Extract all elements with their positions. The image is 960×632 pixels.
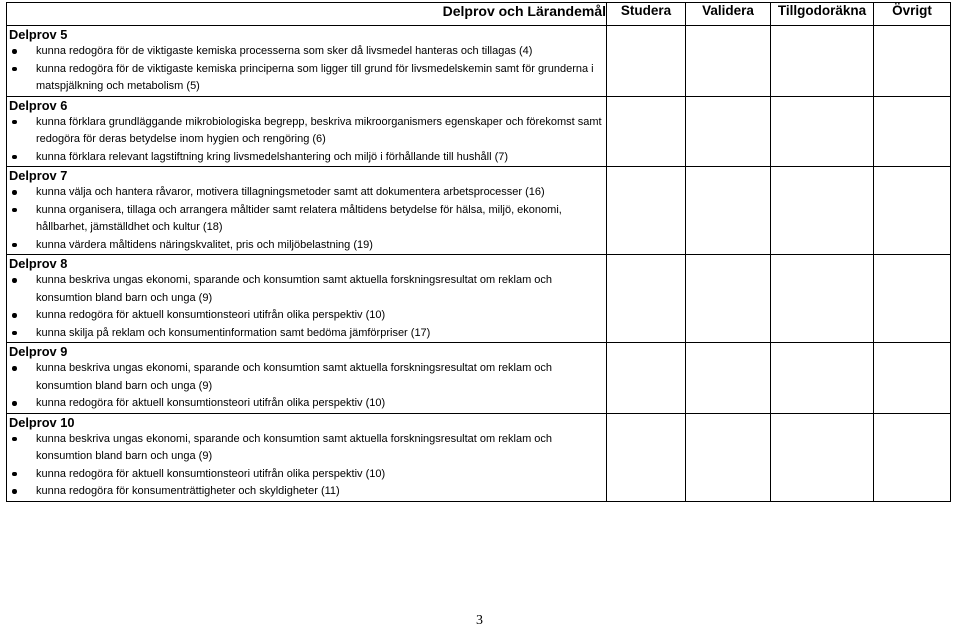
ovrigt-cell[interactable]: [874, 26, 951, 97]
page-number: 3: [476, 613, 483, 628]
goal-item: kunna förklara relevant lagstiftning kring livsmedelshantering och miljö i förhållande till hushåll (7): [36, 149, 606, 167]
tillgodorakna-cell[interactable]: [771, 343, 874, 414]
tillgodorakna-cell[interactable]: [771, 96, 874, 167]
goals-cell: [7, 413, 607, 501]
ovrigt-cell[interactable]: [874, 167, 951, 255]
section-row: [7, 167, 951, 255]
ovrigt-cell[interactable]: [874, 413, 951, 501]
goal-item: kunna förklara grundläggande mikrobiologiska begrepp, beskriva mikroorganismers egenskaper och förekomst samt redogöra för deras betydelse inom hygien och rengöring (6): [36, 114, 606, 149]
learning-goals-table: [6, 2, 951, 502]
goal-item: kunna beskriva ungas ekonomi, sparande och konsumtion samt aktuella forskningsresultat om reklam och konsumtion bland barn och unga (9): [36, 431, 606, 466]
tillgodorakna-cell[interactable]: [771, 255, 874, 343]
studera-cell[interactable]: [607, 413, 686, 501]
section-title: Delprov 7: [9, 168, 68, 183]
goal-item: kunna redogöra för aktuell konsumtionsteori utifrån olika perspektiv (10): [36, 466, 606, 484]
goals-cell: [7, 255, 607, 343]
goal-item: kunna skilja på reklam och konsumentinformation samt bedöma jämförpriser (17): [36, 325, 606, 343]
goal-item: kunna redogöra för aktuell konsumtionsteori utifrån olika perspektiv (10): [36, 395, 606, 413]
goal-item: kunna redogöra för de viktigaste kemiska processerna som sker då livsmedel hanteras och tillagas (4): [36, 43, 606, 61]
studera-cell[interactable]: [607, 255, 686, 343]
header-tillgodorakna: Tillgodoräkna: [771, 3, 874, 26]
goal-list: [7, 184, 606, 254]
goals-cell: [7, 96, 607, 167]
tillgodorakna-cell[interactable]: [771, 167, 874, 255]
goal-list: [7, 272, 606, 342]
document: [6, 2, 951, 502]
section-row: [7, 255, 951, 343]
table-body: [7, 26, 951, 502]
goal-item: kunna redogöra för aktuell konsumtionsteori utifrån olika perspektiv (10): [36, 307, 606, 325]
validera-cell[interactable]: [686, 343, 771, 414]
goals-cell: [7, 167, 607, 255]
goal-list: [7, 431, 606, 501]
goal-list: [7, 114, 606, 167]
goal-item: kunna värdera måltidens näringskvalitet, pris och miljöbelastning (19): [36, 237, 606, 255]
studera-cell[interactable]: [607, 167, 686, 255]
header-studera: Studera: [607, 3, 686, 26]
section-title: Delprov 9: [9, 344, 68, 359]
section-row: [7, 413, 951, 501]
validera-cell[interactable]: [686, 413, 771, 501]
header-row: [7, 3, 951, 26]
studera-cell[interactable]: [607, 96, 686, 167]
goal-item: kunna redogöra för de viktigaste kemiska principerna som ligger till grund för livsmedelskemin samt för grunderna i matspjälkning och metabolism (5): [36, 61, 606, 96]
validera-cell[interactable]: [686, 96, 771, 167]
goal-item: kunna beskriva ungas ekonomi, sparande och konsumtion samt aktuella forskningsresultat om reklam och konsumtion bland barn och unga (9): [36, 360, 606, 395]
section-title: Delprov 6: [9, 97, 68, 113]
header-delprov-larandemal: Delprov och Lärandemål: [7, 3, 607, 26]
goals-cell: [7, 26, 607, 97]
header-ovrigt: Övrigt: [874, 3, 951, 26]
section-title: Delprov 5: [9, 27, 68, 42]
section-row: [7, 26, 951, 97]
goals-cell: [7, 343, 607, 414]
ovrigt-cell[interactable]: [874, 255, 951, 343]
section-title: Delprov 8: [9, 256, 68, 271]
header-validera: Validera: [686, 3, 771, 26]
goal-item: kunna välja och hantera råvaror, motivera tillagningsmetoder samt att dokumentera arbetsprocesser (16): [36, 184, 606, 202]
studera-cell[interactable]: [607, 26, 686, 97]
goal-item: kunna redogöra för konsumenträttigheter och skyldigheter (11): [36, 483, 606, 501]
tillgodorakna-cell[interactable]: [771, 413, 874, 501]
goal-item: kunna organisera, tillaga och arrangera måltider samt relatera måltidens betydelse för hälsa, miljö, ekonomi, hållbarhet, jämställdhet och kultur (18): [36, 202, 606, 237]
studera-cell[interactable]: [607, 343, 686, 414]
section-row: [7, 96, 951, 167]
section-title: Delprov 10: [9, 414, 75, 430]
section-row: [7, 343, 951, 414]
validera-cell[interactable]: [686, 255, 771, 343]
goal-list: [7, 43, 606, 96]
validera-cell[interactable]: [686, 167, 771, 255]
tillgodorakna-cell[interactable]: [771, 26, 874, 97]
goal-list: [7, 360, 606, 413]
ovrigt-cell[interactable]: [874, 96, 951, 167]
validera-cell[interactable]: [686, 26, 771, 97]
ovrigt-cell[interactable]: [874, 343, 951, 414]
goal-item: kunna beskriva ungas ekonomi, sparande och konsumtion samt aktuella forskningsresultat om reklam och konsumtion bland barn och unga (9): [36, 272, 606, 307]
